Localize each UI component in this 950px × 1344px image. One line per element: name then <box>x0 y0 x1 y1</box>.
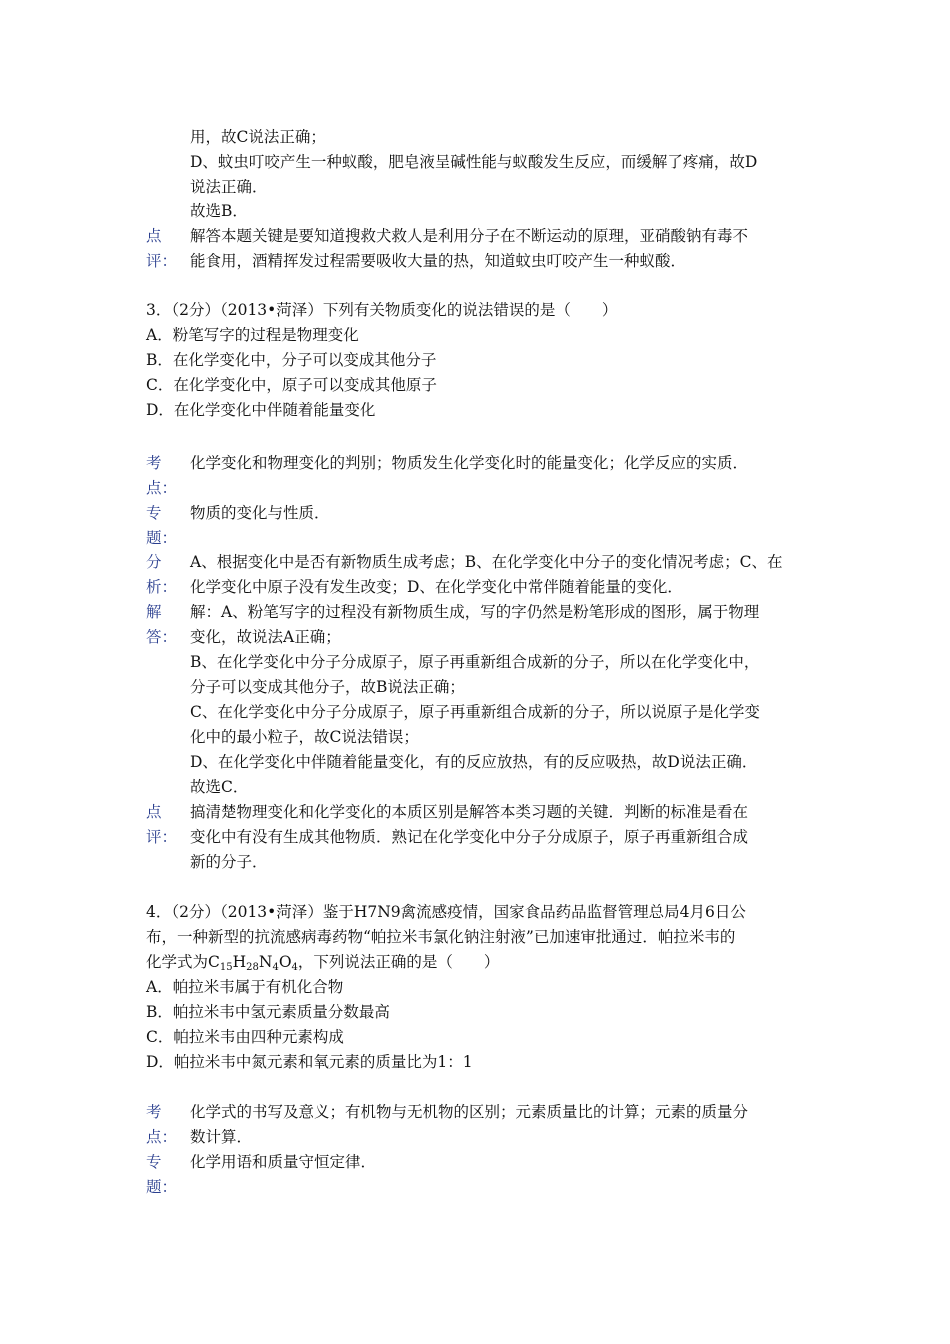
kaodian-line: 化学式的书写及意义；有机物与无机物的区别；元素质量比的计算；元素的质量分 <box>190 1103 749 1121</box>
analysis-line: 说法正确． <box>190 178 268 196</box>
zhuanti-text: 物质的变化与性质． <box>190 504 330 522</box>
dianping-label: 评： <box>146 828 178 846</box>
dianping-line: 变化中有没有生成其他物质．熟记在化学变化中分子分成原子，原子再重新组合成 <box>190 828 749 846</box>
question-4-option: B．帕拉米韦中氢元素质量分数最高 <box>146 1003 390 1021</box>
fenxi-label: 分 <box>146 553 162 571</box>
analysis-line: D、蚊虫叮咬产生一种蚁酸，肥皂液呈碱性能与蚁酸发生反应，而缓解了疼痛，故D <box>190 153 758 171</box>
analysis-line: 故选B． <box>190 202 248 220</box>
question-4-option: C．帕拉米韦由四种元素构成 <box>146 1028 344 1046</box>
jieda-line: 故选C． <box>190 778 249 796</box>
jieda-label: 答： <box>146 628 178 646</box>
kaodian-text: 化学变化和物理变化的判别；物质发生化学变化时的能量变化；化学反应的实质． <box>190 454 749 472</box>
question-4-option: A．帕拉米韦属于有机化合物 <box>146 978 344 996</box>
zhuanti-text: 化学用语和质量守恒定律． <box>190 1153 377 1171</box>
question-3-option: A．粉笔写字的过程是物理变化 <box>146 326 359 344</box>
kaodian-label: 考 <box>146 1103 162 1121</box>
jieda-line: 解：A、粉笔写字的过程没有新物质生成，写的字仍然是粉笔形成的图形，属于物理 <box>190 603 760 621</box>
kaodian-label: 点： <box>146 1128 178 1146</box>
dianping-line: 搞清楚物理变化和化学变化的本质区别是解答本类习题的关键．判断的标准是看在 <box>190 803 749 821</box>
analysis-line: 用，故C说法正确； <box>190 128 326 146</box>
question-4-option: D．帕拉米韦中氮元素和氧元素的质量比为1：1 <box>146 1053 473 1071</box>
fenxi-line: 化学变化中原子没有发生改变；D、在化学变化中常伴随着能量的变化． <box>190 578 683 596</box>
kaodian-label: 点： <box>146 479 178 497</box>
dianping-label: 点 <box>146 803 162 821</box>
zhuanti-label: 专 <box>146 504 162 522</box>
question-3-stem: 3．（2分）（2013•菏泽）下列有关物质变化的说法错误的是（ ） <box>146 301 618 319</box>
question-3-option: B．在化学变化中，分子可以变成其他分子 <box>146 351 437 369</box>
jieda-line: 变化，故说法A正确； <box>190 628 341 646</box>
question-4-stem: 布，一种新型的抗流感病毒药物“帕拉米韦氯化钠注射液”已加速审批通过．帕拉米韦的 <box>146 928 736 946</box>
question-3-option: D．在化学变化中伴随着能量变化 <box>146 401 376 419</box>
jieda-line: 化中的最小粒子，故C说法错误； <box>190 728 419 746</box>
zhuanti-label: 题： <box>146 1178 178 1196</box>
question-3-option: C．在化学变化中，原子可以变成其他原子 <box>146 376 437 394</box>
kaodian-line: 数计算． <box>190 1128 253 1146</box>
comment-line: 解答本题关键是要知道搜救犬救人是利用分子在不断运动的原理，亚硝酸钠有毒不 <box>190 227 749 245</box>
jieda-line: C、在化学变化中分子分成原子，原子再重新组合成新的分子，所以说原子是化学变 <box>190 703 760 721</box>
dianping-line: 新的分子． <box>190 853 268 871</box>
comment-line: 能食用，酒精挥发过程需要吸收大量的热，知道蚊虫叮咬产生一种蚁酸． <box>190 252 687 270</box>
fenxi-label: 析： <box>146 578 178 596</box>
comment-label: 点 <box>146 227 162 245</box>
jieda-label: 解 <box>146 603 162 621</box>
jieda-line: D、在化学变化中伴随着能量变化，有的反应放热，有的反应吸热，故D说法正确． <box>190 753 758 771</box>
kaodian-label: 考 <box>146 454 162 472</box>
question-4-stem: 4．（2分）（2013•菏泽）鉴于H7N9禽流感疫情，国家食品药品监督管理总局4月6日公 <box>146 903 746 921</box>
zhuanti-label: 题： <box>146 529 178 547</box>
jieda-line: B、在化学变化中分子分成原子，原子再重新组合成新的分子，所以在化学变化中， <box>190 653 760 671</box>
fenxi-line: A、根据变化中是否有新物质生成考虑；B、在化学变化中分子的变化情况考虑；C、在 <box>190 553 783 571</box>
zhuanti-label: 专 <box>146 1153 162 1171</box>
jieda-line: 分子可以变成其他分子，故B说法正确； <box>190 678 465 696</box>
question-4-formula-line: 化学式为$C_{15}H_{28}N_4O_4$，下列说法正确的是（ ） <box>146 953 500 973</box>
comment-label: 评： <box>146 252 178 270</box>
